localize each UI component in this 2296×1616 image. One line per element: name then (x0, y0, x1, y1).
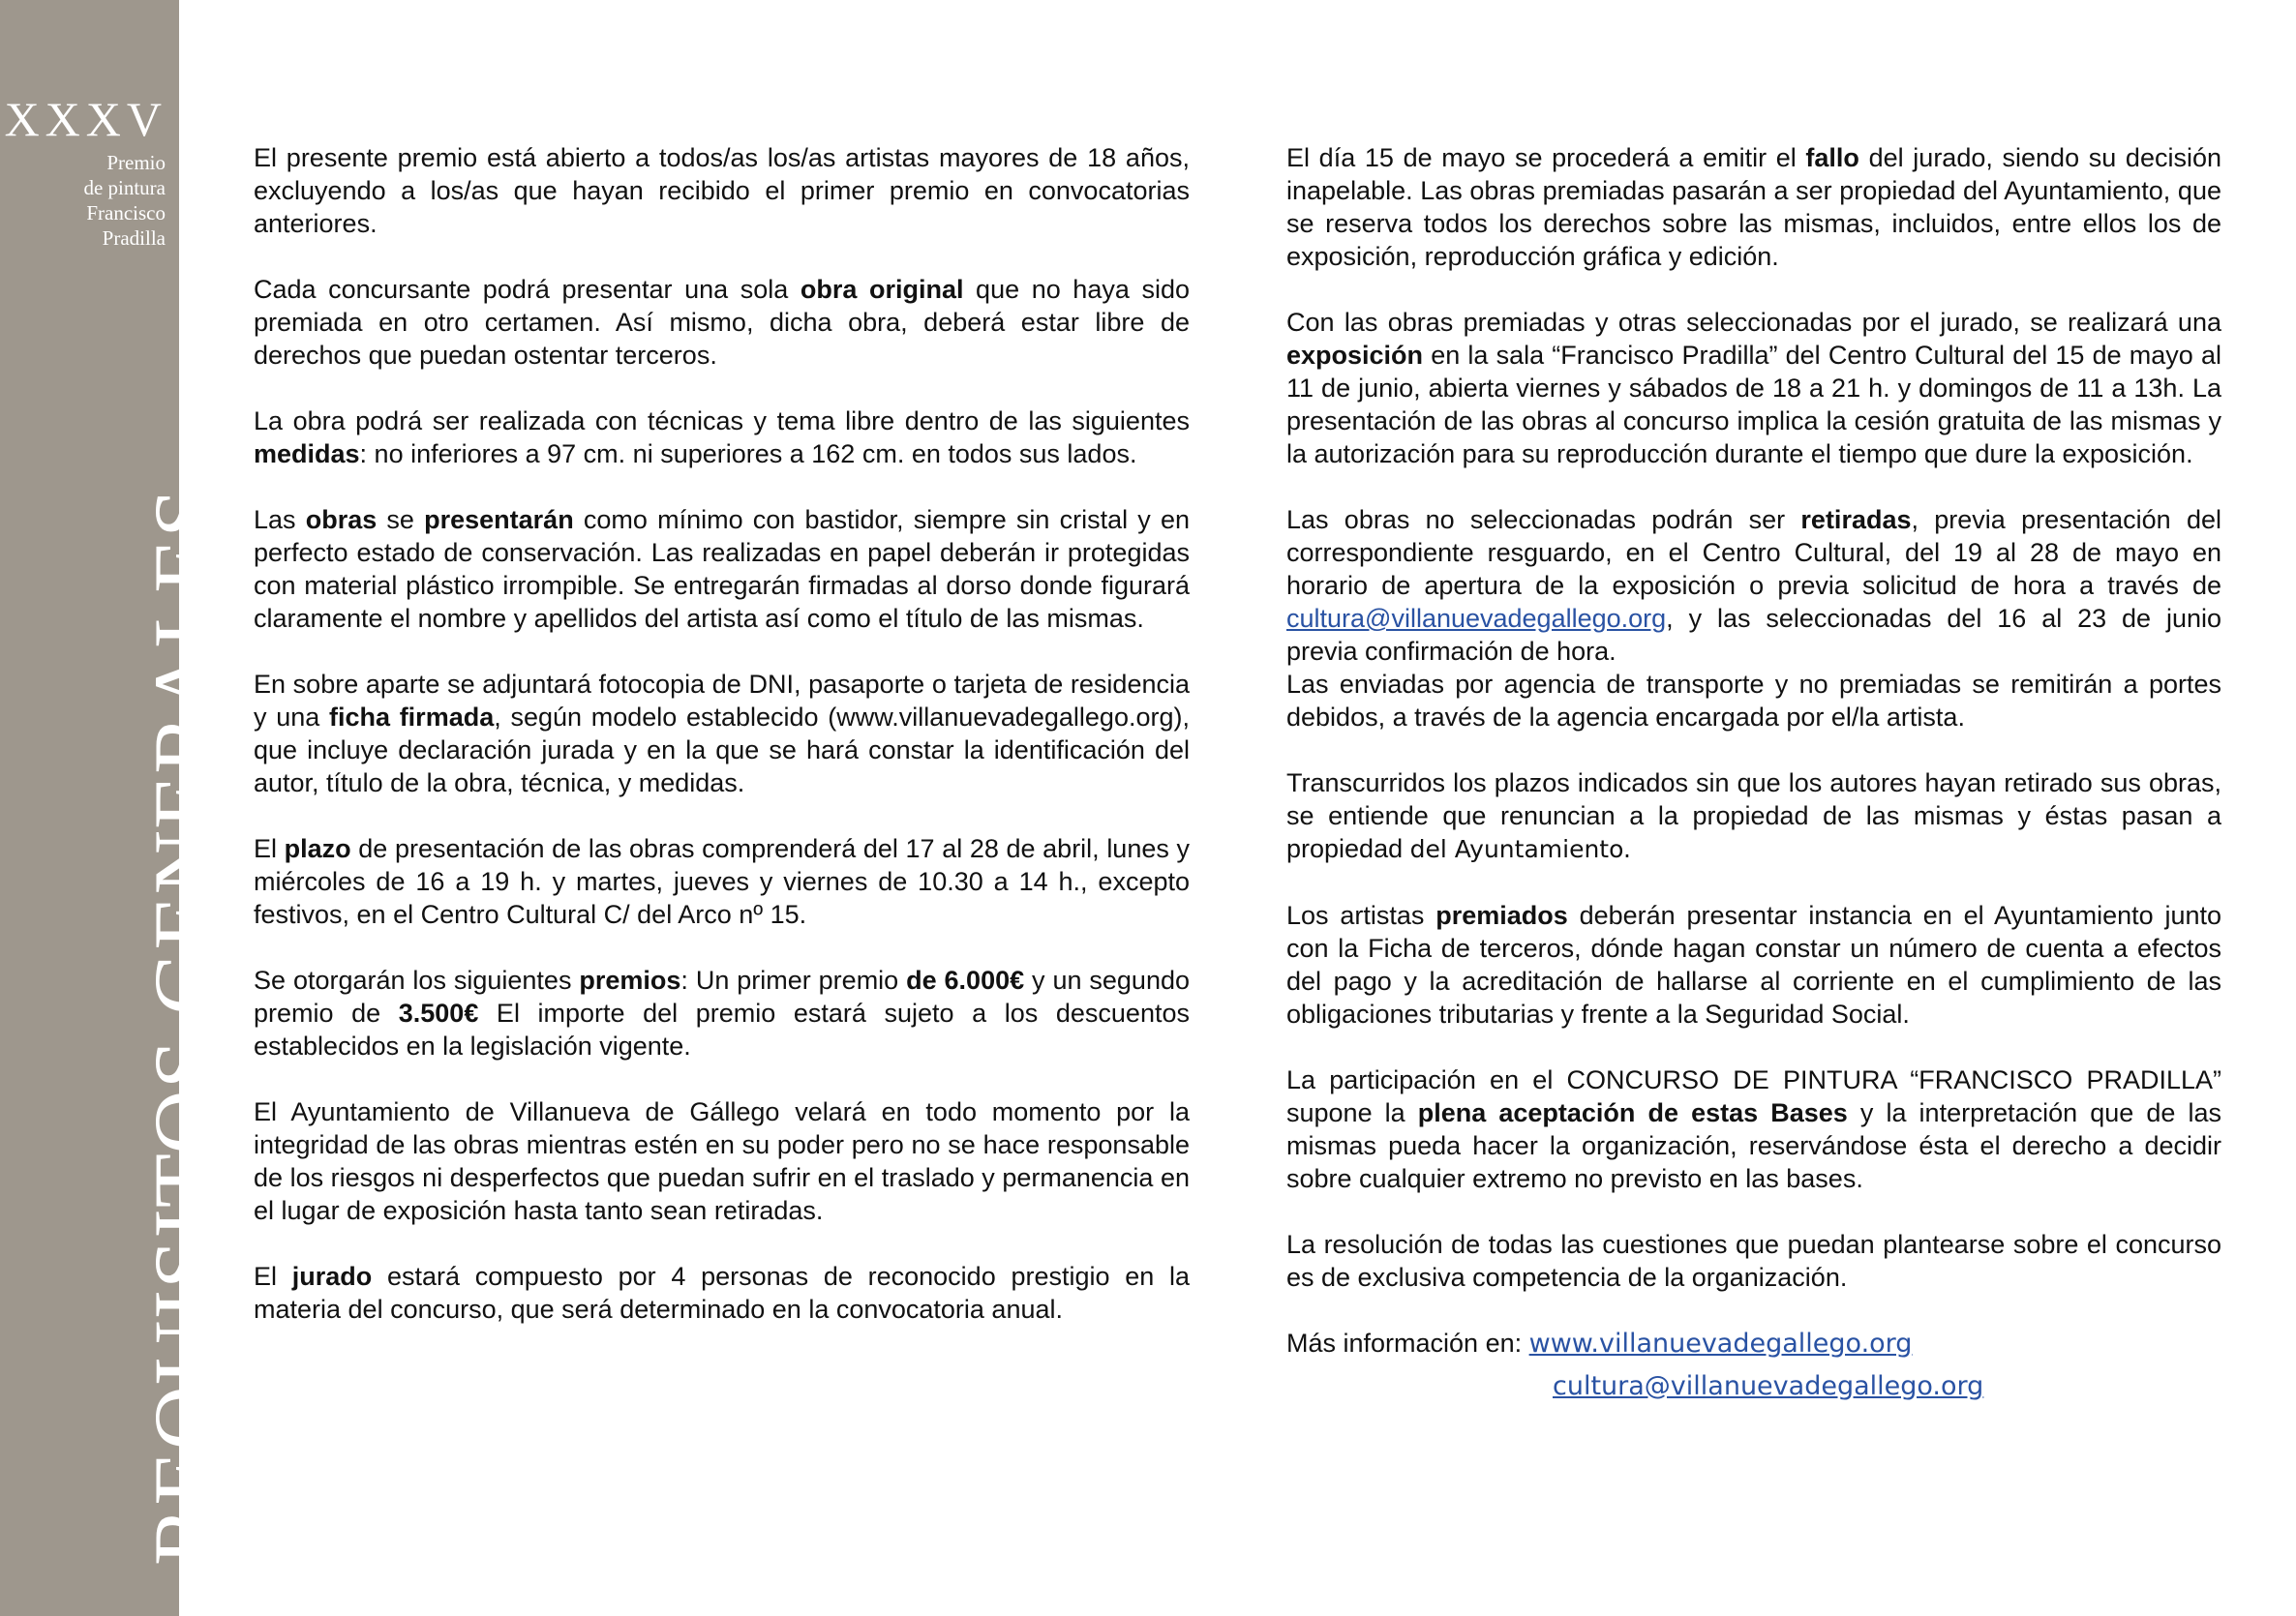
award-name (83, 150, 166, 251)
paragraph-original-work (254, 273, 1190, 372)
paragraph-unclaimed (1286, 766, 2221, 866)
text: en la sala “Francisco Pradilla” del Centro Cultural del 15 de mayo al 11 de junio, abierta viernes y sábados de 18 a 21 h. y domingos de 11 a 13h. La presentación de las obras al concurso implica la cesión gratuita de las mismas y la autorización para su reproducción durante el tiempo que dure la exposición. (1286, 341, 2221, 468)
text: El día 15 de mayo se procederá a emitir el (1286, 143, 1806, 172)
more-info-email-line (1286, 1370, 2221, 1403)
bold-text: exposición (1286, 341, 1424, 370)
paragraph-measures (254, 404, 1190, 470)
text: El (254, 834, 285, 863)
award-name-line: Francisco (86, 201, 166, 224)
paragraph-acceptance (1286, 1063, 2221, 1195)
text: Transcurridos los plazos indicados sin que los autores hayan retirado sus obras, se entiende que renuncian a la propiedad de las mismas y éstas pasan a propiedad (1286, 768, 2221, 863)
text: La obra podrá ser realizada con técnicas y tema libre dentro de las siguientes (254, 406, 1190, 435)
paragraph-verdict (1286, 141, 2221, 273)
paragraph-withdrawal (1286, 503, 2221, 668)
award-name-line: Pradilla (102, 226, 166, 250)
text: Las obras no seleccionadas podrán ser (1286, 505, 1801, 534)
text: Con las obras premiadas y otras seleccionadas por el jurado, se realizará una (1286, 308, 2221, 337)
edition-numeral: XXXV (4, 92, 167, 146)
email-link[interactable]: cultura@villanuevadegallego.org (1286, 604, 1667, 633)
text: de presentación de las obras comprenderá del 17 al 28 de abril, lunes y miércoles de 16 a 19 h. y martes, jueves y viernes de 10.30 a 14 h., excepto festivos, en el Centro Cultural C/ del Arco nº 15. (254, 834, 1190, 929)
bold-text: medidas (254, 439, 360, 468)
text: El (254, 1262, 292, 1291)
bold-text: jurado (291, 1262, 373, 1291)
more-info-label: Más información en: (1286, 1329, 1529, 1358)
right-column (1286, 141, 2221, 1403)
bold-text: retiradas (1800, 505, 1912, 534)
text: como mínimo con bastidor, siempre sin cristal y en perfecto estado de conservación. Las realizadas en papel deberán ir protegidas con material plástico irrompible. Se entregarán firmadas al dorso donde figurará claramente el nombre y apellidos del artista así como el título de las mismas. (254, 505, 1190, 633)
text: , previa presentación del correspondiente resguardo, en el Centro Cultural, del 19 al 28 de mayo en horario de apertura de la exposición o previa solicitud de hora a través de (1286, 505, 2221, 600)
text: que no haya sido premiada en otro certamen. Así mismo, dicha obra, deberá estar libre de derechos que puedan ostentar terceros. (254, 275, 1190, 370)
website-link[interactable]: www.villanuevadegallego.org (1528, 1329, 1913, 1359)
text: y un segundo premio de (254, 966, 1190, 1028)
paragraph-resolution: La resolución de todas las cuestiones que puedan plantearse sobre el concurso es de exclusiva competencia de la organización. (1286, 1230, 2221, 1292)
text: del jurado, siendo su decisión inapelable. Las obras premiadas pasarán a ser propiedad del Ayuntamiento, que se reserva todos los derechos sobre las mismas, incluidos, entre ellos los de exposición, reproducción gráfica y edición. (1286, 143, 2221, 271)
paragraph-jury (254, 1260, 1190, 1326)
text: : Un primer premio (680, 966, 907, 995)
text: En sobre aparte se adjuntará fotocopia de DNI, pasaporte o tarjeta de residencia y una (254, 670, 1190, 732)
sidebar (0, 0, 234, 1616)
bold-text: fallo (1805, 143, 1859, 172)
paragraph-shipping: Las enviadas por agencia de transporte y no premiadas se remitirán a portes debidos, a través de la agencia encargada por el/la artista. (1286, 670, 2221, 732)
paragraph-deadline (254, 832, 1190, 931)
text: El importe del premio estará sujeto a los descuentos establecidos en la legislación vigente. (254, 999, 1190, 1061)
paragraph-exhibition (1286, 306, 2221, 470)
text: : no inferiores a 97 cm. ni superiores a 162 cm. en todos sus lados. (359, 439, 1137, 468)
email-link-footer[interactable]: cultura@villanuevadegallego.org (1553, 1371, 1984, 1401)
bold-text: de 6.000€ (906, 966, 1025, 995)
text: , según modelo establecido (www.villanuevadegallego.org), que incluye declaración jurada y en la que se hará constar la identificación del autor, título de la obra, técnica, y medidas. (254, 703, 1190, 797)
paragraph-eligibility: El presente premio está abierto a todos/as los/as artistas mayores de 18 años, excluyendo a los/as que hayan recibido el primer premio en convocatorias anteriores. (254, 143, 1190, 238)
paragraph-winners (1286, 899, 2221, 1031)
text: estará compuesto por 4 personas de reconocido prestigio en la materia del concurso, que será determinado en la convocatoria anual. (254, 1262, 1190, 1324)
paragraph-prizes (254, 964, 1190, 1062)
more-info-line (1286, 1327, 2221, 1361)
text: La participación en el CONCURSO DE PINTURA “FRANCISCO PRADILLA” supone la (1286, 1065, 2221, 1127)
bold-text: obras (305, 505, 378, 534)
award-name-line: Premio (106, 151, 166, 174)
text: Las (254, 505, 306, 534)
bold-text: presentarán (424, 505, 574, 534)
paragraph-liability: El Ayuntamiento de Villanueva de Gállego velará en todo momento por la integridad de las obras mientras estén en su poder pero no se hace responsable de los riesgos ni desperfectos que puedan sufrir en el traslado y permanencia en el lugar de exposición hasta tanto sean retiradas. (254, 1097, 1190, 1225)
text: del Ayuntamiento. (1409, 835, 1631, 863)
award-name-line: de pintura (83, 176, 166, 199)
text: se (377, 505, 425, 534)
text: y la interpretación que de las mismas pueda hacer la organización, reservándose ésta el derecho a decidir sobre cualquier extremo no previsto en las bases. (1286, 1098, 2221, 1193)
text: deberán presentar instancia en el Ayuntamiento junto con la Ficha de terceros, dónde hagan constar un número de cuenta a efectos del pago y la acreditación de hallarse al corriente en el cumplimiento de las obligaciones tributarias y frente a la Seguridad Social. (1286, 901, 2221, 1029)
left-column (254, 141, 1190, 1326)
text: Se otorgarán los siguientes (254, 966, 580, 995)
bold-text: premiados (1435, 901, 1568, 930)
text: Cada concursante podrá presentar una sola (254, 275, 801, 304)
text: Los artistas (1286, 901, 1436, 930)
bold-text: plena aceptación de estas Bases (1417, 1098, 1848, 1127)
bold-text: plazo (284, 834, 351, 863)
paragraph-documents (254, 668, 1190, 799)
bold-text: ficha firmada (328, 703, 495, 732)
more-info (1286, 1327, 2221, 1403)
bold-text: 3.500€ (398, 999, 479, 1028)
section-title: REQUISITOS GENERALES (136, 487, 234, 1566)
bold-text: premios (579, 966, 681, 995)
paragraph-presentation (254, 503, 1190, 635)
bold-text: obra original (800, 275, 964, 304)
text: , y las seleccionadas del 16 al 23 de junio previa confirmación de hora. (1286, 604, 2221, 666)
